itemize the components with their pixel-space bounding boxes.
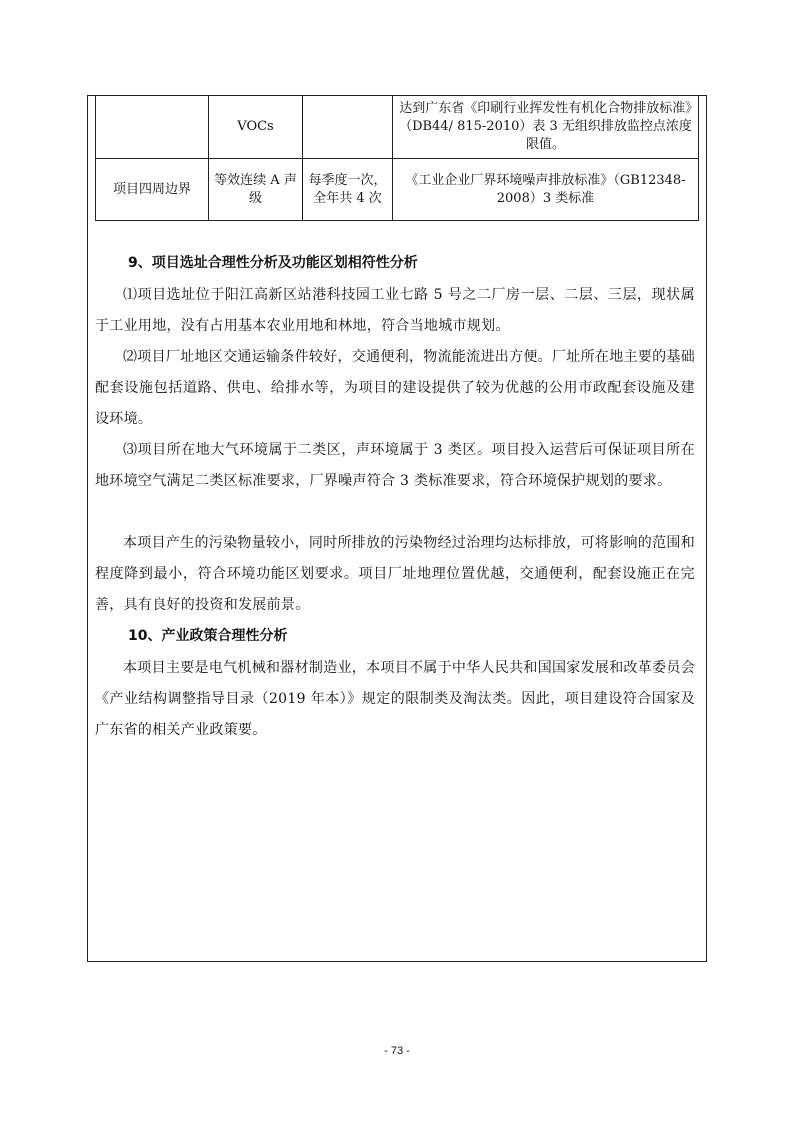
section-9-heading: 9、项目选址合理性分析及功能区划相符性分析 xyxy=(128,255,418,271)
table-cell xyxy=(96,96,209,159)
section-9-paragraph-3: ⑶项目所在地大气环境属于二类区，声环境属于 3 类区。项目投入运营后可保证项目所在地环境空气满足二类区标准要求，厂界噪声符合 3 类标准要求，符合环境保护规划的要求。 xyxy=(95,442,695,489)
table-row xyxy=(96,159,699,221)
table-cell xyxy=(303,96,393,159)
section-9-paragraph-2: ⑵项目厂址地区交通运输条件较好，交通便利，物流能流进出方便。厂址所在地主要的基础配套设施包括道路、供电、给排水等，为项目的建设提供了较为优越的公用市政配套设施及建设环境。 xyxy=(95,349,695,427)
table-cell: 《工业企业厂界环境噪声排放标准》（GB12348-2008）3 类标准 xyxy=(393,159,699,221)
table-cell: 项目四周边界 xyxy=(96,159,209,221)
table-cell: 等效连续 A 声级 xyxy=(209,159,303,221)
table-row xyxy=(96,96,699,159)
table-cell: 每季度一次，全年共 4 次 xyxy=(303,159,393,221)
page-number: - 73 - xyxy=(384,1045,410,1057)
section-9-paragraph-1: ⑴项目选址位于阳江高新区站港科技园工业七路 5 号之二厂房一层、二层、三层，现状属于工业用地，没有占用基本农业用地和林地，符合当地城市规划。 xyxy=(95,287,695,334)
section-10-paragraph-1: 本项目主要是电气机械和器材制造业，本项目不属于中华人民共和国国家发展和改革委员会《产业结构调整指导目录（2019 年本）》规定的限制类及淘汰类。因此，项目建设符合国家及广东省的相关产业政策要。 xyxy=(95,660,695,738)
table-cell: VOCs xyxy=(209,96,303,159)
section-10-heading: 10、产业政策合理性分析 xyxy=(128,628,288,644)
table-cell: 达到广东省《印刷行业挥发性有机化合物排放标准》（DB44/ 815-2010）表 3 无组织排放监控点浓度限值。 xyxy=(393,96,699,159)
standards-table xyxy=(95,95,699,221)
section-9-paragraph-4: 本项目产生的污染物量较小，同时所排放的污染物经过治理均达标排放，可将影响的范围和程度降到最小，符合环境功能区划要求。项目厂址地理位置优越，交通便利，配套设施正在完善，具有良好的投资和发展前景。 xyxy=(95,535,695,613)
